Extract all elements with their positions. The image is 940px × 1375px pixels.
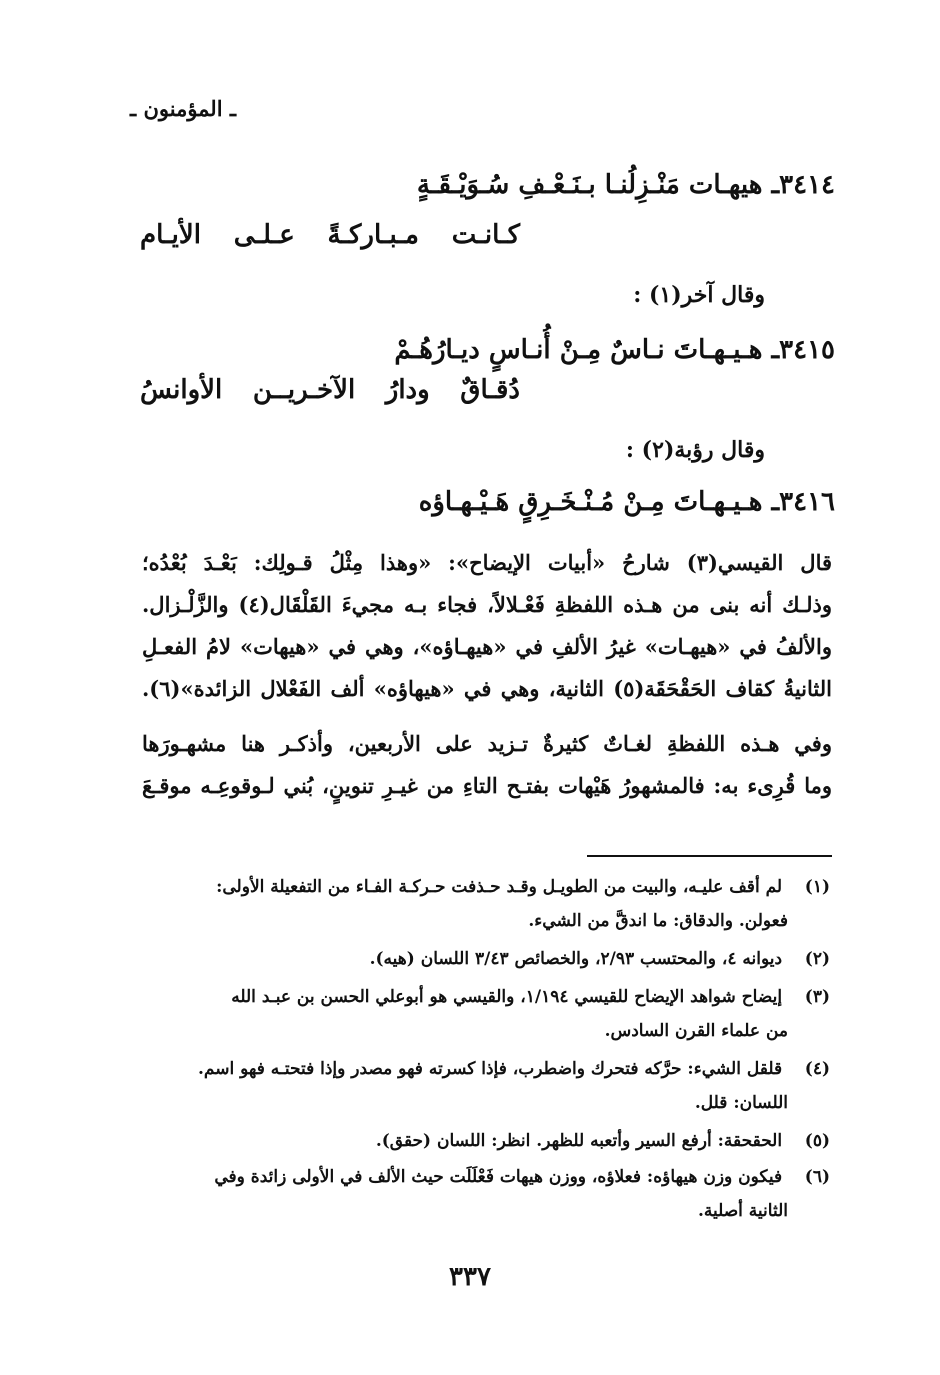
- footnote-1-continuation: فعولن. والدقاق: ما اندقَّ من الشيء.: [528, 911, 788, 931]
- verse-3416: [235, 487, 835, 517]
- verse-text: هـيـهـاتَ مِـنْ مُـنْـخَـرِقٍ هَـيْـهـاؤه: [418, 487, 763, 517]
- paragraph-line: وذلـك أنه بنى من هـذه اللفظةِ فَعْـلالاً، فجاء بـه مجيءَ القَلْقَال(٤) والزَّلْـزال.: [142, 592, 832, 617]
- footnote-text: الحقحقة: أرفع السير وأتعبه للظهر. انظر: اللسان (حقق).: [375, 1131, 783, 1151]
- footnote-6: [140, 1160, 830, 1194]
- verse-word: عـلـى: [233, 220, 295, 250]
- footnote-text: ديوانه ٤، والمحتسب ٢/٩٣، والخصائص ٣/٤٣ اللسان (هيه).: [369, 949, 783, 969]
- verse-word: دُقـاقٌ: [460, 375, 520, 405]
- verse-word: مـبـاركـةً: [327, 220, 419, 250]
- paragraph-line: والألفُ في «هيهـات» غيرُ الألفِ في «هيهـاؤه»، وهي في «هيهات» لامُ الفعـلِ: [142, 634, 832, 659]
- verse-word: كـانـت: [451, 220, 520, 250]
- footnote-text: فيكون وزن هيهاؤه: فعلاؤه، ووزن هيهات فَعْلَلَت حيث الألف في الأولى زائدة وفي: [214, 1167, 783, 1187]
- footnote-3: [140, 980, 830, 1014]
- footnote-4: [140, 1052, 830, 1086]
- paragraph-line: قال القيسي(٣) شارحُ «أبيات الإيضاح»: «وهذا مِثْلُ قـولِك: بَعْـدَ بُعْدُه؛: [142, 550, 832, 575]
- verse-3415-first-hemistich: [235, 335, 835, 365]
- footnote-number: (٦): [804, 1167, 830, 1187]
- paragraph-line: الثانيةُ كقاف الحَقْحَقَة(٥) الثانية، وهي في «هيهاؤه» ألف الفَعْلال الزائدة»(٦).: [142, 676, 832, 701]
- footnote-number: (٥): [804, 1131, 830, 1151]
- footnote-text: لم أقف عليـه، والبيت من الطويـل وقـد حـذفت حـركـة الفـاء من التفعيلة الأولى:: [216, 877, 783, 897]
- paragraph-line: وفي هـذه اللفظةِ لغـاتٌ كثيرةٌ تـزيد على الأربعين، وأذكـر هنا مشهـورَها: [142, 731, 832, 756]
- footnote-number: (٤): [804, 1059, 830, 1079]
- footnote-separator: [587, 855, 832, 857]
- page-number: ٣٣٧: [449, 1262, 491, 1292]
- footnote-text: قلقل الشيء: حرَّكه فتحرك واضطرب، فإذا كسرته فهو مصدر وإذا فتحتـه فهو اسم.: [197, 1059, 783, 1079]
- verse-3414-first-hemistich: [235, 170, 835, 200]
- verse-word: ودارُ: [385, 375, 430, 405]
- verse-intro: وقال آخر(١) :: [633, 282, 765, 308]
- verse-number: ٣٤١٤ـ: [771, 170, 835, 200]
- paragraph-line: وما قُرِىء به: فالمشهورُ هَيْهات بفتـح التاءِ من غيـرِ تنوينٍ، بُني لـوقوعِـه موقـعَ: [142, 773, 832, 798]
- verse-word: الآخـريــن: [252, 375, 356, 405]
- verse-word: الأوانسُ: [140, 375, 223, 405]
- verse-number: ٣٤١٦ـ: [771, 487, 835, 517]
- footnote-2: [140, 942, 830, 976]
- verse-text: هيهـات مَنْـزِلُنـا بـنَـعْـفِ سُـوَيْـقَـةٍ: [416, 170, 763, 200]
- footnote-number: (٢): [804, 949, 830, 969]
- footnote-text: إيضاح شواهد الإيضاح للقيسي ١/١٩٤، والقيسي هو أبوعلي الحسن بن عبـد الله: [231, 987, 783, 1007]
- footnote-3-continuation: من علماء القرن السادس.: [604, 1021, 788, 1041]
- footnote-1: [140, 870, 830, 904]
- verse-number: ٣٤١٥ـ: [771, 335, 835, 365]
- verse-3414-second-hemistich: [140, 220, 520, 250]
- running-header: ـ المؤمنون ـ: [130, 96, 237, 121]
- verse-word: الأيـام: [140, 220, 201, 250]
- verse-text: هـيـهـاتَ نـاسٌ مِـنْ أُنـاسٍ ديـارُهُـمْ: [394, 335, 763, 365]
- footnote-4-continuation: اللسان: قلل.: [694, 1093, 788, 1113]
- verse-intro: وقال رؤبة(٢) :: [625, 437, 765, 463]
- footnote-number: (١): [804, 877, 830, 897]
- footnote-6-continuation: الثانية أصلية.: [697, 1201, 788, 1221]
- verse-3415-second-hemistich: [140, 375, 520, 405]
- footnote-5: [140, 1124, 830, 1158]
- footnote-number: (٣): [804, 987, 830, 1007]
